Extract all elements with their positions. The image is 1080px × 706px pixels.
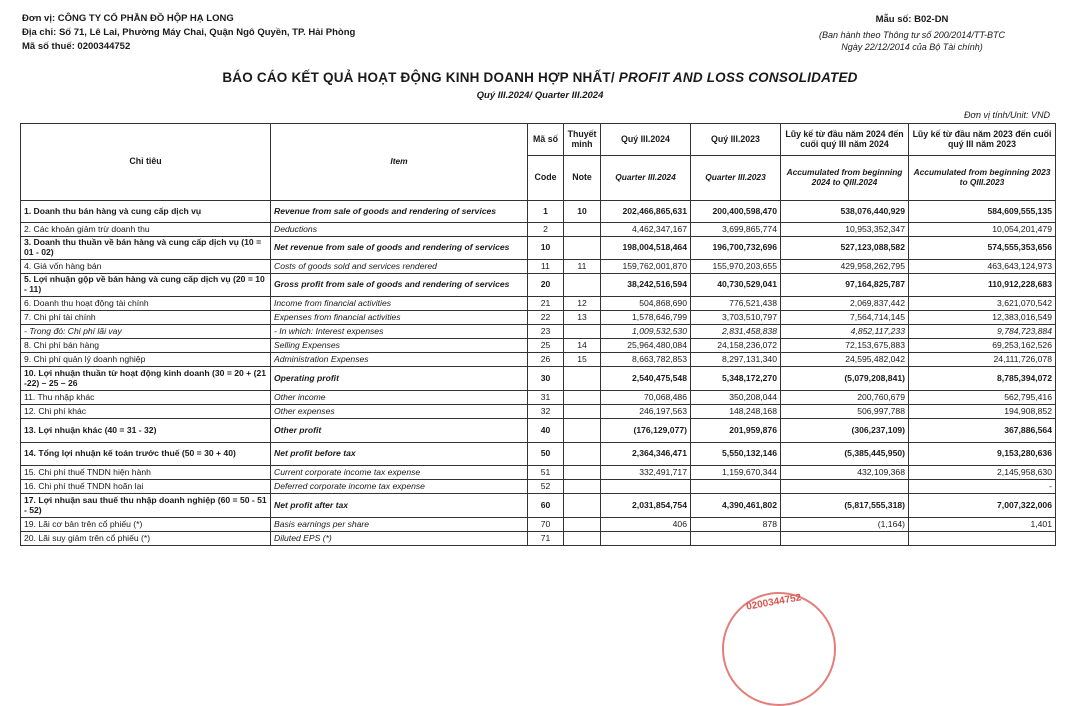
value-ytd-2024: 200,760,679 — [781, 391, 909, 405]
header-ytd-2023-vi: Lũy kế từ đầu năm 2023 đến cuối quý III năm 2023 — [909, 124, 1056, 156]
value-ytd-2023: 110,912,228,683 — [909, 274, 1056, 297]
value-q3-2024: 70,068,486 — [601, 391, 691, 405]
value-ytd-2023: 1,401 — [909, 518, 1056, 532]
header-note: Note — [564, 156, 601, 201]
value-q3-2023: 1,159,670,344 — [691, 466, 781, 480]
row-note — [564, 532, 601, 546]
row-code: 32 — [528, 405, 564, 419]
value-q3-2023: 196,700,732,696 — [691, 237, 781, 260]
value-ytd-2023: 24,111,726,078 — [909, 353, 1056, 367]
row-note — [564, 405, 601, 419]
value-ytd-2023: 367,886,564 — [909, 419, 1056, 443]
value-q3-2024: 2,364,346,471 — [601, 443, 691, 466]
company-info — [22, 12, 355, 54]
value-q3-2023 — [691, 480, 781, 494]
report-title-vi: BÁO CÁO KẾT QUẢ HOẠT ĐỘNG KINH DOANH HỢP NHẤT/ — [222, 70, 619, 85]
table-row — [21, 274, 1056, 297]
form-info — [792, 14, 1032, 53]
table-row — [21, 518, 1056, 532]
header-item: Item — [271, 124, 528, 201]
row-label-en: - In which: Interest expenses — [271, 325, 528, 339]
row-code: 26 — [528, 353, 564, 367]
currency-unit: Đơn vị tính/Unit: VND — [964, 110, 1050, 120]
header-ma-so: Mã số — [528, 124, 564, 156]
header-q3-2024-en: Quarter III.2024 — [601, 156, 691, 201]
row-note — [564, 325, 601, 339]
row-label-en: Other profit — [271, 419, 528, 443]
row-code: 52 — [528, 480, 564, 494]
row-note — [564, 391, 601, 405]
value-ytd-2024: 4,852,117,233 — [781, 325, 909, 339]
row-note — [564, 223, 601, 237]
row-label-en: Expenses from financial activities — [271, 311, 528, 325]
value-q3-2024: 202,466,865,631 — [601, 201, 691, 223]
value-ytd-2023 — [909, 532, 1056, 546]
value-ytd-2024: 429,958,262,795 — [781, 260, 909, 274]
row-label-en: Current corporate income tax expense — [271, 466, 528, 480]
row-note: 14 — [564, 339, 601, 353]
row-code: 51 — [528, 466, 564, 480]
report-title-en: PROFIT AND LOSS CONSOLIDATED — [618, 70, 858, 85]
table-row — [21, 353, 1056, 367]
header-chi-tieu: Chỉ tiêu — [21, 124, 271, 201]
table-row — [21, 237, 1056, 260]
table-row — [21, 419, 1056, 443]
value-ytd-2024 — [781, 480, 909, 494]
row-label-vi: 13. Lợi nhuận khác (40 = 31 - 32) — [21, 419, 271, 443]
row-label-en: Net revenue from sale of goods and rendering of services — [271, 237, 528, 260]
value-q3-2024: 504,868,690 — [601, 297, 691, 311]
value-ytd-2023: 463,643,124,973 — [909, 260, 1056, 274]
row-code: 30 — [528, 367, 564, 391]
row-label-vi: 16. Chi phí thuế TNDN hoãn lại — [21, 480, 271, 494]
row-label-vi: 8. Chi phí bán hàng — [21, 339, 271, 353]
value-q3-2024 — [601, 480, 691, 494]
table-row — [21, 494, 1056, 518]
header-q3-2023-vi: Quý III.2023 — [691, 124, 781, 156]
value-q3-2024: 159,762,001,870 — [601, 260, 691, 274]
value-q3-2023: 5,550,132,146 — [691, 443, 781, 466]
row-code: 60 — [528, 494, 564, 518]
header-ytd-2024-vi: Lũy kế từ đầu năm 2024 đến cuối quý III năm 2024 — [781, 124, 909, 156]
value-ytd-2024: (5,817,555,318) — [781, 494, 909, 518]
value-ytd-2023: 10,054,201,479 — [909, 223, 1056, 237]
row-label-en: Selling Expenses — [271, 339, 528, 353]
value-q3-2024: 246,197,563 — [601, 405, 691, 419]
value-q3-2024: 2,540,475,548 — [601, 367, 691, 391]
row-code: 20 — [528, 274, 564, 297]
value-q3-2023: 776,521,438 — [691, 297, 781, 311]
value-q3-2023: 350,208,044 — [691, 391, 781, 405]
table-row — [21, 480, 1056, 494]
row-note — [564, 518, 601, 532]
header-thuyet-minh: Thuyết minh — [564, 124, 601, 156]
header-ytd-2024-en: Accumulated from beginning 2024 to QIII.2024 — [781, 156, 909, 201]
value-q3-2023: 8,297,131,340 — [691, 353, 781, 367]
table-row — [21, 311, 1056, 325]
row-label-vi: 15. Chi phí thuế TNDN hiện hành — [21, 466, 271, 480]
row-code: 31 — [528, 391, 564, 405]
row-note — [564, 494, 601, 518]
header-q3-2023-en: Quarter III.2023 — [691, 156, 781, 201]
value-ytd-2024: 97,164,825,787 — [781, 274, 909, 297]
row-label-en: Other income — [271, 391, 528, 405]
row-note — [564, 443, 601, 466]
table-row — [21, 339, 1056, 353]
company-tax-code: Mã số thuế: 0200344752 — [22, 41, 131, 52]
value-ytd-2024: 24,595,482,042 — [781, 353, 909, 367]
value-q3-2023: 3,699,865,774 — [691, 223, 781, 237]
row-label-en: Net profit before tax — [271, 443, 528, 466]
table-row — [21, 466, 1056, 480]
value-q3-2023: 5,348,172,270 — [691, 367, 781, 391]
value-q3-2024: 25,964,480,084 — [601, 339, 691, 353]
row-note: 15 — [564, 353, 601, 367]
table-row — [21, 325, 1056, 339]
value-ytd-2023: 9,784,723,884 — [909, 325, 1056, 339]
row-code: 25 — [528, 339, 564, 353]
value-ytd-2023: 194,908,852 — [909, 405, 1056, 419]
value-q3-2023: 200,400,598,470 — [691, 201, 781, 223]
row-label-vi: 20. Lãi suy giảm trên cổ phiếu (*) — [21, 532, 271, 546]
row-label-en: Income from financial activities — [271, 297, 528, 311]
value-q3-2023: 148,248,168 — [691, 405, 781, 419]
value-ytd-2024: 527,123,088,582 — [781, 237, 909, 260]
form-regulation-2: Ngày 22/12/2014 của Bộ Tài chính) — [841, 42, 983, 52]
row-note: 12 — [564, 297, 601, 311]
row-label-en: Other expenses — [271, 405, 528, 419]
row-note: 10 — [564, 201, 601, 223]
form-regulation-1: (Ban hành theo Thông tư số 200/2014/TT-BTC — [819, 30, 1005, 40]
value-q3-2023: 155,970,203,655 — [691, 260, 781, 274]
value-q3-2024: 406 — [601, 518, 691, 532]
value-ytd-2023: 12,383,016,549 — [909, 311, 1056, 325]
row-code: 22 — [528, 311, 564, 325]
value-ytd-2023: 3,621,070,542 — [909, 297, 1056, 311]
value-ytd-2023: 7,007,322,006 — [909, 494, 1056, 518]
company-seal-text: 0200344752 — [745, 592, 803, 613]
row-label-vi: 19. Lãi cơ bản trên cổ phiếu (*) — [21, 518, 271, 532]
row-label-en: Deductions — [271, 223, 528, 237]
value-ytd-2023: 69,253,162,526 — [909, 339, 1056, 353]
value-q3-2023: 4,390,461,802 — [691, 494, 781, 518]
table-row — [21, 532, 1056, 546]
row-label-en: Diluted EPS (*) — [271, 532, 528, 546]
header-code: Code — [528, 156, 564, 201]
value-q3-2023: 878 — [691, 518, 781, 532]
form-number: Mẫu số: B02-DN — [875, 14, 949, 25]
table-row — [21, 405, 1056, 419]
report-subtitle: Quý III.2024/ Quarter III.2024 — [476, 90, 604, 101]
row-code: 23 — [528, 325, 564, 339]
value-ytd-2023: 584,609,555,135 — [909, 201, 1056, 223]
value-ytd-2024: (5,385,445,950) — [781, 443, 909, 466]
value-ytd-2024 — [781, 532, 909, 546]
row-note — [564, 367, 601, 391]
value-ytd-2024: 10,953,352,347 — [781, 223, 909, 237]
row-label-en: Costs of goods sold and services rendered — [271, 260, 528, 274]
row-code: 2 — [528, 223, 564, 237]
row-note — [564, 274, 601, 297]
row-label-vi: 3. Doanh thu thuần về bán hàng và cung cấp dịch vụ (10 = 01 - 02) — [21, 237, 271, 260]
value-q3-2023 — [691, 532, 781, 546]
row-code: 70 — [528, 518, 564, 532]
company-name: Đơn vị: CÔNG TY CỔ PHẦN ĐỒ HỘP HẠ LONG — [22, 13, 234, 24]
value-q3-2023: 24,158,236,072 — [691, 339, 781, 353]
value-q3-2024: 332,491,717 — [601, 466, 691, 480]
value-ytd-2024: 432,109,368 — [781, 466, 909, 480]
row-code: 40 — [528, 419, 564, 443]
value-ytd-2024: 2,069,837,442 — [781, 297, 909, 311]
row-code: 1 — [528, 201, 564, 223]
row-label-vi: 11. Thu nhập khác — [21, 391, 271, 405]
table-row — [21, 391, 1056, 405]
value-q3-2024: 4,462,347,167 — [601, 223, 691, 237]
value-ytd-2024: (1,164) — [781, 518, 909, 532]
value-q3-2023: 2,831,458,838 — [691, 325, 781, 339]
table-row — [21, 223, 1056, 237]
value-q3-2024 — [601, 532, 691, 546]
value-q3-2023: 40,730,529,041 — [691, 274, 781, 297]
row-label-en: Basis earnings per share — [271, 518, 528, 532]
row-code: 50 — [528, 443, 564, 466]
row-label-vi: 6. Doanh thu hoạt động tài chính — [21, 297, 271, 311]
value-ytd-2024: 72,153,675,883 — [781, 339, 909, 353]
table-row — [21, 297, 1056, 311]
row-note — [564, 419, 601, 443]
value-ytd-2024: (5,079,208,841) — [781, 367, 909, 391]
value-q3-2024: 38,242,516,594 — [601, 274, 691, 297]
row-label-en: Deferred corporate income tax expense — [271, 480, 528, 494]
row-label-vi: 1. Doanh thu bán hàng và cung cấp dịch vụ — [21, 201, 271, 223]
value-q3-2024: 198,004,518,464 — [601, 237, 691, 260]
row-label-en: Net profit after tax — [271, 494, 528, 518]
row-label-vi: 4. Giá vốn hàng bán — [21, 260, 271, 274]
value-q3-2024: 2,031,854,754 — [601, 494, 691, 518]
value-ytd-2023: 562,795,416 — [909, 391, 1056, 405]
value-ytd-2024: 538,076,440,929 — [781, 201, 909, 223]
row-note: 13 — [564, 311, 601, 325]
row-label-vi: 7. Chi phí tài chính — [21, 311, 271, 325]
row-label-vi: 2. Các khoản giảm trừ doanh thu — [21, 223, 271, 237]
row-note: 11 — [564, 260, 601, 274]
value-ytd-2023: - — [909, 480, 1056, 494]
row-label-vi: - Trong đó: Chi phí lãi vay — [21, 325, 271, 339]
value-ytd-2024: 506,997,788 — [781, 405, 909, 419]
value-q3-2024: (176,129,077) — [601, 419, 691, 443]
row-label-en: Operating profit — [271, 367, 528, 391]
row-label-vi: 12. Chi phí khác — [21, 405, 271, 419]
row-note — [564, 237, 601, 260]
value-ytd-2023: 9,153,280,636 — [909, 443, 1056, 466]
header-row-1 — [21, 124, 1056, 156]
value-ytd-2024: (306,237,109) — [781, 419, 909, 443]
report-title — [0, 70, 1080, 85]
row-label-en: Administration Expenses — [271, 353, 528, 367]
header-q3-2024-vi: Quý III.2024 — [601, 124, 691, 156]
table-row — [21, 260, 1056, 274]
value-q3-2024: 8,663,782,853 — [601, 353, 691, 367]
row-code: 10 — [528, 237, 564, 260]
row-note — [564, 466, 601, 480]
row-label-vi: 17. Lợi nhuận sau thuế thu nhập doanh nghiệp (60 = 50 - 51 - 52) — [21, 494, 271, 518]
table-row — [21, 201, 1056, 223]
value-q3-2024: 1,009,532,530 — [601, 325, 691, 339]
row-note — [564, 480, 601, 494]
value-ytd-2024: 7,564,714,145 — [781, 311, 909, 325]
row-label-en: Revenue from sale of goods and rendering of services — [271, 201, 528, 223]
company-seal — [722, 592, 836, 706]
row-label-vi: 9. Chi phí quản lý doanh nghiệp — [21, 353, 271, 367]
table-row — [21, 367, 1056, 391]
row-label-vi: 5. Lợi nhuận gộp về bán hàng và cung cấp dịch vụ (20 = 10 - 11) — [21, 274, 271, 297]
table-row — [21, 443, 1056, 466]
row-code: 21 — [528, 297, 564, 311]
value-ytd-2023: 2,145,958,630 — [909, 466, 1056, 480]
row-label-vi: 14. Tổng lợi nhuận kế toán trước thuế (50 = 30 + 40) — [21, 443, 271, 466]
value-q3-2023: 3,703,510,797 — [691, 311, 781, 325]
row-label-vi: 10. Lợi nhuận thuần từ hoạt động kinh doanh (30 = 20 + (21 -22) – 25 – 26 — [21, 367, 271, 391]
value-ytd-2023: 574,555,353,656 — [909, 237, 1056, 260]
header-ytd-2023-en: Accumulated from beginning 2023 to QIII.2023 — [909, 156, 1056, 201]
value-ytd-2023: 8,785,394,072 — [909, 367, 1056, 391]
row-code: 71 — [528, 532, 564, 546]
row-label-en: Gross profit from sale of goods and rendering of services — [271, 274, 528, 297]
value-q3-2024: 1,578,646,799 — [601, 311, 691, 325]
company-address: Địa chỉ: Số 71, Lê Lai, Phường Máy Chai, Quận Ngô Quyền, TP. Hải Phòng — [22, 27, 356, 38]
income-statement-table — [20, 123, 1056, 546]
value-q3-2023: 201,959,876 — [691, 419, 781, 443]
row-code: 11 — [528, 260, 564, 274]
